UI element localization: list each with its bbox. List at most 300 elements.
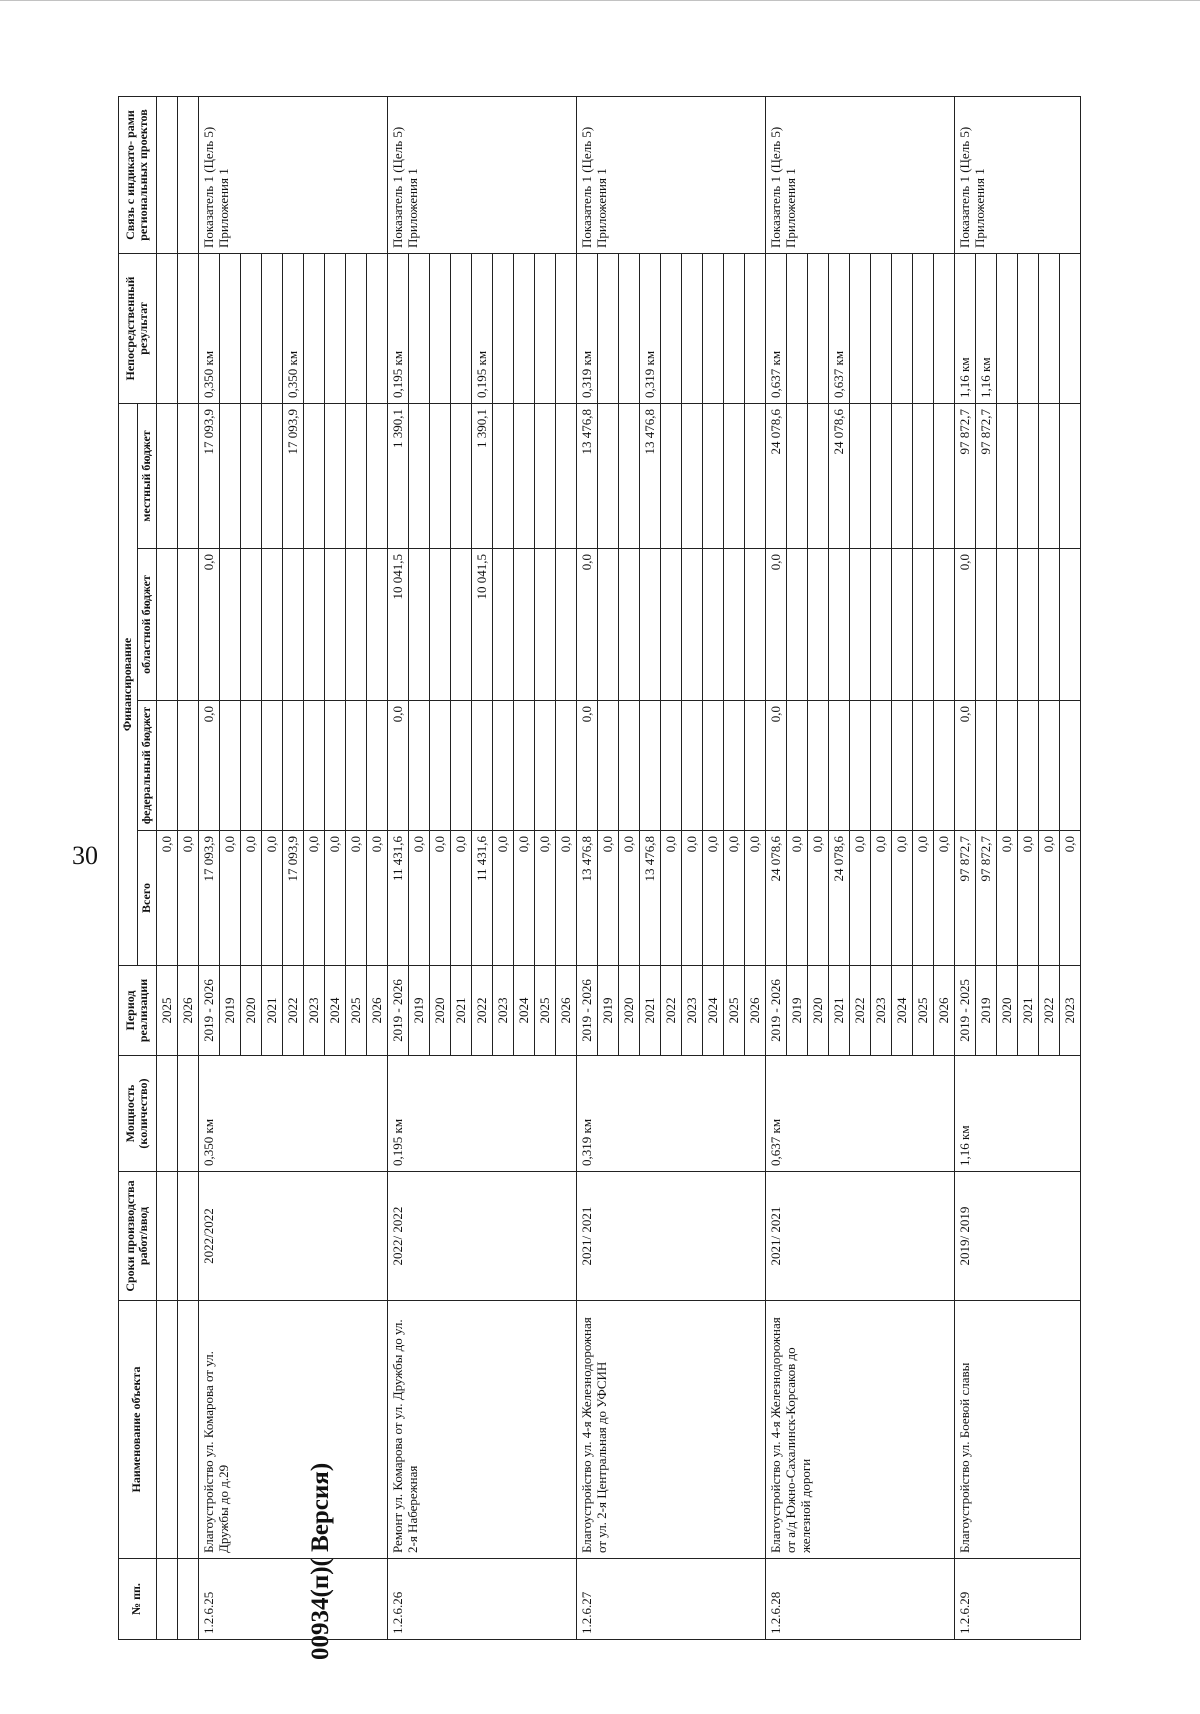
carryover-row [156, 97, 177, 1640]
period-cell: 2021 [1017, 966, 1038, 1056]
table-body [156, 97, 1080, 1640]
table-row [198, 97, 219, 1640]
direct-result-cell [366, 254, 387, 404]
regional-budget-cell [429, 549, 450, 701]
period-cell: 2019 [975, 966, 996, 1056]
total-cell: 0,0 [702, 831, 723, 966]
total-cell: 0,0 [429, 831, 450, 966]
federal-budget-cell [303, 701, 324, 831]
regional-budget-cell [513, 549, 534, 701]
project-capacity: 0,637 км [765, 1056, 954, 1172]
direct-result-cell: 1,16 км [975, 254, 996, 404]
federal-budget-cell: 0,0 [198, 701, 219, 831]
regional-budget-cell [975, 549, 996, 701]
regional-budget-cell [261, 549, 282, 701]
regional-budget-cell [933, 549, 954, 701]
regional-budget-cell [828, 549, 849, 701]
regional-budget-cell [912, 549, 933, 701]
header-local-budget: местный бюджет [137, 404, 156, 549]
period-cell: 2024 [324, 966, 345, 1056]
period-cell: 2023 [1059, 966, 1080, 1056]
period-cell: 2022 [282, 966, 303, 1056]
header-regional-link: Связь с индикато- рами региональных проектов [119, 97, 157, 254]
project-capacity: 0,195 км [387, 1056, 576, 1172]
regional-budget-cell [1059, 549, 1080, 701]
direct-result-cell [303, 254, 324, 404]
regional-budget-cell [807, 549, 828, 701]
direct-result-cell [345, 254, 366, 404]
period-cell: 2023 [870, 966, 891, 1056]
total-cell: 0,0 [786, 831, 807, 966]
total-cell: 0,0 [324, 831, 345, 966]
regional-budget-cell [345, 549, 366, 701]
header-work-period: Сроки производства работ/ввод [119, 1172, 157, 1301]
period-cell: 2022 [849, 966, 870, 1056]
period-cell: 2023 [303, 966, 324, 1056]
direct-result-cell: 0,637 км [828, 254, 849, 404]
regional-budget-cell [366, 549, 387, 701]
direct-result-cell [723, 254, 744, 404]
total-cell: 0,0 [597, 831, 618, 966]
regional-budget-cell [240, 549, 261, 701]
direct-result-cell: 1,16 км [954, 254, 975, 404]
regional-budget-cell [303, 549, 324, 701]
carryover-empty-term [177, 1172, 198, 1301]
period-cell: 2020 [807, 966, 828, 1056]
local-budget-cell: 13 476,8 [576, 404, 597, 549]
federal-budget-cell [513, 701, 534, 831]
federal-budget-cell [1017, 701, 1038, 831]
scan-edge-line [0, 0, 1200, 1]
local-budget-cell [660, 404, 681, 549]
federal-budget-cell [282, 701, 303, 831]
project-name: Благоустройство ул. Боевой славы [954, 1301, 1080, 1559]
local-budget-cell [429, 404, 450, 549]
regional-budget-cell: 0,0 [765, 549, 786, 701]
direct-result-cell [849, 254, 870, 404]
federal-budget-cell [702, 701, 723, 831]
direct-result-cell [912, 254, 933, 404]
period-cell: 2025 [912, 966, 933, 1056]
period-cell: 2020 [240, 966, 261, 1056]
local-budget-cell [723, 404, 744, 549]
local-budget-cell [240, 404, 261, 549]
carryover-empty-federal [177, 701, 198, 831]
period-cell: 2021 [261, 966, 282, 1056]
federal-budget-cell [996, 701, 1017, 831]
direct-result-cell [450, 254, 471, 404]
total-cell: 0,0 [261, 831, 282, 966]
period-cell: 2020 [429, 966, 450, 1056]
period-cell: 2019 - 2026 [765, 966, 786, 1056]
local-budget-cell [702, 404, 723, 549]
project-number: 1.2.6.25 [198, 1559, 387, 1640]
regional-budget-cell [450, 549, 471, 701]
federal-budget-cell [555, 701, 576, 831]
project-number: 1.2.6.28 [765, 1559, 954, 1640]
federal-budget-cell [492, 701, 513, 831]
carryover-empty-local [156, 404, 177, 549]
federal-budget-cell [639, 701, 660, 831]
period-cell: 2026 [366, 966, 387, 1056]
header-regional-budget: областной бюджет [137, 549, 156, 701]
project-work-period: 2019/ 2019 [954, 1172, 1080, 1301]
period-cell: 2022 [471, 966, 492, 1056]
direct-result-cell: 0,350 км [282, 254, 303, 404]
period-cell: 2020 [996, 966, 1017, 1056]
regional-budget-cell [324, 549, 345, 701]
direct-result-cell [534, 254, 555, 404]
local-budget-cell: 13 476,8 [639, 404, 660, 549]
total-cell: 0,0 [1059, 831, 1080, 966]
carryover-period: 2025 [156, 966, 177, 1056]
carryover-row [177, 97, 198, 1640]
period-cell: 2026 [744, 966, 765, 1056]
direct-result-cell [1059, 254, 1080, 404]
header-implementation-period: Период реализации [119, 966, 157, 1056]
local-budget-cell: 17 093,9 [282, 404, 303, 549]
regional-budget-cell [849, 549, 870, 701]
local-budget-cell [450, 404, 471, 549]
local-budget-cell [870, 404, 891, 549]
direct-result-cell [219, 254, 240, 404]
local-budget-cell: 97 872,7 [975, 404, 996, 549]
carryover-empty-regional [177, 549, 198, 701]
total-cell: 0,0 [618, 831, 639, 966]
federal-budget-cell [324, 701, 345, 831]
total-cell: 0,0 [744, 831, 765, 966]
period-cell: 2021 [828, 966, 849, 1056]
direct-result-cell [681, 254, 702, 404]
period-cell: 2024 [702, 966, 723, 1056]
federal-budget-cell [807, 701, 828, 831]
rotated-financing-table-container [118, 97, 1077, 1640]
direct-result-cell: 0,350 км [198, 254, 219, 404]
local-budget-cell: 17 093,9 [198, 404, 219, 549]
total-cell: 0,0 [219, 831, 240, 966]
total-cell: 0,0 [849, 831, 870, 966]
direct-result-cell [870, 254, 891, 404]
federal-budget-cell [429, 701, 450, 831]
regional-budget-cell [744, 549, 765, 701]
federal-budget-cell [366, 701, 387, 831]
federal-budget-cell [450, 701, 471, 831]
direct-result-cell: 0,319 км [639, 254, 660, 404]
local-budget-cell [618, 404, 639, 549]
period-cell: 2020 [618, 966, 639, 1056]
table-row [765, 97, 786, 1640]
period-cell: 2023 [681, 966, 702, 1056]
regional-budget-cell [702, 549, 723, 701]
direct-result-cell [702, 254, 723, 404]
carryover-period: 2026 [177, 966, 198, 1056]
local-budget-cell: 97 872,7 [954, 404, 975, 549]
carryover-empty-local [177, 404, 198, 549]
local-budget-cell [366, 404, 387, 549]
direct-result-cell [513, 254, 534, 404]
total-cell: 0,0 [870, 831, 891, 966]
header-total: Всего [137, 831, 156, 966]
carryover-empty-link [177, 97, 198, 254]
period-cell: 2019 - 2026 [576, 966, 597, 1056]
project-capacity: 0,319 км [576, 1056, 765, 1172]
direct-result-cell [555, 254, 576, 404]
table-row [954, 97, 975, 1640]
local-budget-cell [555, 404, 576, 549]
period-cell: 2025 [345, 966, 366, 1056]
carryover-empty-result [156, 254, 177, 404]
period-cell: 2019 [597, 966, 618, 1056]
header-capacity: Мощность (количество) [119, 1056, 157, 1172]
federal-budget-cell [534, 701, 555, 831]
federal-budget-cell [786, 701, 807, 831]
direct-result-cell: 0,637 км [765, 254, 786, 404]
project-work-period: 2021/ 2021 [576, 1172, 765, 1301]
federal-budget-cell [681, 701, 702, 831]
federal-budget-cell: 0,0 [576, 701, 597, 831]
direct-result-cell [996, 254, 1017, 404]
federal-budget-cell [870, 701, 891, 831]
total-cell: 11 431,6 [471, 831, 492, 966]
direct-result-cell [933, 254, 954, 404]
federal-budget-cell [261, 701, 282, 831]
direct-result-cell: 0,319 км [576, 254, 597, 404]
local-budget-cell [324, 404, 345, 549]
total-cell: 97 872,7 [954, 831, 975, 966]
total-cell: 0,0 [492, 831, 513, 966]
direct-result-cell [429, 254, 450, 404]
direct-result-cell [240, 254, 261, 404]
regional-budget-cell: 10 041,5 [387, 549, 408, 701]
federal-budget-cell [597, 701, 618, 831]
total-cell: 24 078,6 [765, 831, 786, 966]
direct-result-cell [660, 254, 681, 404]
total-cell: 17 093,9 [282, 831, 303, 966]
local-budget-cell [408, 404, 429, 549]
local-budget-cell [744, 404, 765, 549]
federal-budget-cell [219, 701, 240, 831]
local-budget-cell [912, 404, 933, 549]
regional-budget-cell [618, 549, 639, 701]
table-row [576, 97, 597, 1640]
direct-result-cell [618, 254, 639, 404]
total-cell: 13 476,8 [639, 831, 660, 966]
regional-budget-cell [219, 549, 240, 701]
local-budget-cell: 1 390,1 [471, 404, 492, 549]
local-budget-cell [807, 404, 828, 549]
total-cell: 0,0 [303, 831, 324, 966]
federal-budget-cell [891, 701, 912, 831]
direct-result-cell [786, 254, 807, 404]
period-cell: 2022 [660, 966, 681, 1056]
federal-budget-cell: 0,0 [954, 701, 975, 831]
regional-budget-cell: 0,0 [576, 549, 597, 701]
project-work-period: 2022/2022 [198, 1172, 387, 1301]
period-cell: 2021 [450, 966, 471, 1056]
direct-result-cell [744, 254, 765, 404]
local-budget-cell [492, 404, 513, 549]
page-number: 30 [72, 841, 98, 870]
regional-link-cell: Показатель 1 (Цель 5) Приложения 1 [765, 97, 954, 254]
carryover-empty-result [177, 254, 198, 404]
local-budget-cell [513, 404, 534, 549]
total-cell: 0,0 [408, 831, 429, 966]
regional-link-cell: Показатель 1 (Цель 5) Приложения 1 [954, 97, 1080, 254]
direct-result-cell [1038, 254, 1059, 404]
federal-budget-cell [345, 701, 366, 831]
period-cell: 2019 [786, 966, 807, 1056]
total-cell: 24 078,6 [828, 831, 849, 966]
total-cell: 11 431,6 [387, 831, 408, 966]
period-cell: 2023 [492, 966, 513, 1056]
federal-budget-cell [849, 701, 870, 831]
total-cell: 0,0 [1038, 831, 1059, 966]
local-budget-cell [891, 404, 912, 549]
period-cell: 2022 [1038, 966, 1059, 1056]
federal-budget-cell [240, 701, 261, 831]
total-cell: 0,0 [891, 831, 912, 966]
local-budget-cell [303, 404, 324, 549]
period-cell: 2024 [513, 966, 534, 1056]
carryover-empty-number [156, 1559, 177, 1640]
total-cell: 0,0 [912, 831, 933, 966]
federal-budget-cell: 0,0 [387, 701, 408, 831]
regional-budget-cell [1038, 549, 1059, 701]
financing-table [118, 96, 1081, 1640]
federal-budget-cell [660, 701, 681, 831]
federal-budget-cell [408, 701, 429, 831]
carryover-empty-link [156, 97, 177, 254]
project-work-period: 2021/ 2021 [765, 1172, 954, 1301]
table-row [387, 97, 408, 1640]
total-cell: 0,0 [240, 831, 261, 966]
federal-budget-cell [975, 701, 996, 831]
project-number: 1.2.6.26 [387, 1559, 576, 1640]
project-name: Благоустройство ул. 4-я Железнодорожная от а/д Южно-Сахалинск-Корсаков до железной дороги [765, 1301, 954, 1559]
carryover-empty-capacity [177, 1056, 198, 1172]
header-federal-budget: федеральный бюджет [137, 701, 156, 831]
carryover-empty-number [177, 1559, 198, 1640]
local-budget-cell [534, 404, 555, 549]
carryover-empty-capacity [156, 1056, 177, 1172]
local-budget-cell [786, 404, 807, 549]
header-direct-result: Непосредственный результат [119, 254, 157, 404]
total-cell: 0,0 [534, 831, 555, 966]
direct-result-cell [261, 254, 282, 404]
federal-budget-cell [471, 701, 492, 831]
project-capacity: 1,16 км [954, 1056, 1080, 1172]
local-budget-cell [261, 404, 282, 549]
regional-link-cell: Показатель 1 (Цель 5) Приложения 1 [198, 97, 387, 254]
federal-budget-cell [723, 701, 744, 831]
local-budget-cell [219, 404, 240, 549]
project-capacity: 0,350 км [198, 1056, 387, 1172]
direct-result-cell [492, 254, 513, 404]
direct-result-cell [597, 254, 618, 404]
carryover-empty-name [156, 1301, 177, 1559]
regional-budget-cell [723, 549, 744, 701]
regional-budget-cell: 10 041,5 [471, 549, 492, 701]
federal-budget-cell [933, 701, 954, 831]
regional-budget-cell [534, 549, 555, 701]
federal-budget-cell [618, 701, 639, 831]
regional-budget-cell [597, 549, 618, 701]
carryover-total: 0,0 [177, 831, 198, 966]
period-cell: 2024 [891, 966, 912, 1056]
direct-result-cell [408, 254, 429, 404]
carryover-empty-name [177, 1301, 198, 1559]
local-budget-cell [1017, 404, 1038, 549]
direct-result-cell: 0,195 км [471, 254, 492, 404]
project-name: Ремонт ул. Комарова от ул. Дружбы до ул. 2-я Набережная [387, 1301, 576, 1559]
project-work-period: 2022/ 2022 [387, 1172, 576, 1301]
direct-result-cell [324, 254, 345, 404]
period-cell: 2019 - 2026 [198, 966, 219, 1056]
regional-link-cell: Показатель 1 (Цель 5) Приложения 1 [576, 97, 765, 254]
total-cell: 0,0 [366, 831, 387, 966]
period-cell: 2021 [639, 966, 660, 1056]
period-cell: 2026 [555, 966, 576, 1056]
total-cell: 0,0 [660, 831, 681, 966]
period-cell: 2025 [534, 966, 555, 1056]
federal-budget-cell [1059, 701, 1080, 831]
total-cell: 97 872,7 [975, 831, 996, 966]
federal-budget-cell [1038, 701, 1059, 831]
local-budget-cell [1038, 404, 1059, 549]
local-budget-cell: 24 078,6 [828, 404, 849, 549]
regional-budget-cell: 0,0 [198, 549, 219, 701]
federal-budget-cell [828, 701, 849, 831]
project-name: Благоустройство ул. Комарова от ул. Дружбы до д.29 [198, 1301, 387, 1559]
document-code: 00934(п)( Версия) [307, 1462, 334, 1660]
federal-budget-cell [912, 701, 933, 831]
carryover-empty-federal [156, 701, 177, 831]
total-cell: 0,0 [555, 831, 576, 966]
local-budget-cell [681, 404, 702, 549]
period-cell: 2019 [219, 966, 240, 1056]
regional-budget-cell [891, 549, 912, 701]
regional-budget-cell [639, 549, 660, 701]
direct-result-cell [891, 254, 912, 404]
carryover-total: 0,0 [156, 831, 177, 966]
local-budget-cell [996, 404, 1017, 549]
regional-budget-cell: 0,0 [954, 549, 975, 701]
regional-budget-cell [870, 549, 891, 701]
local-budget-cell: 24 078,6 [765, 404, 786, 549]
carryover-empty-regional [156, 549, 177, 701]
regional-budget-cell [282, 549, 303, 701]
regional-budget-cell [555, 549, 576, 701]
direct-result-cell: 0,195 км [387, 254, 408, 404]
period-cell: 2019 - 2025 [954, 966, 975, 1056]
regional-budget-cell [681, 549, 702, 701]
project-number: 1.2.6.27 [576, 1559, 765, 1640]
total-cell: 0,0 [996, 831, 1017, 966]
period-cell: 2026 [933, 966, 954, 1056]
regional-budget-cell [996, 549, 1017, 701]
header-object-name: Наименование объекта [119, 1301, 157, 1559]
regional-budget-cell [660, 549, 681, 701]
regional-budget-cell [786, 549, 807, 701]
regional-budget-cell [1017, 549, 1038, 701]
total-cell: 0,0 [933, 831, 954, 966]
carryover-empty-term [156, 1172, 177, 1301]
local-budget-cell [1059, 404, 1080, 549]
total-cell: 0,0 [723, 831, 744, 966]
period-cell: 2025 [723, 966, 744, 1056]
header-number: № пп. [119, 1559, 157, 1640]
total-cell: 0,0 [450, 831, 471, 966]
